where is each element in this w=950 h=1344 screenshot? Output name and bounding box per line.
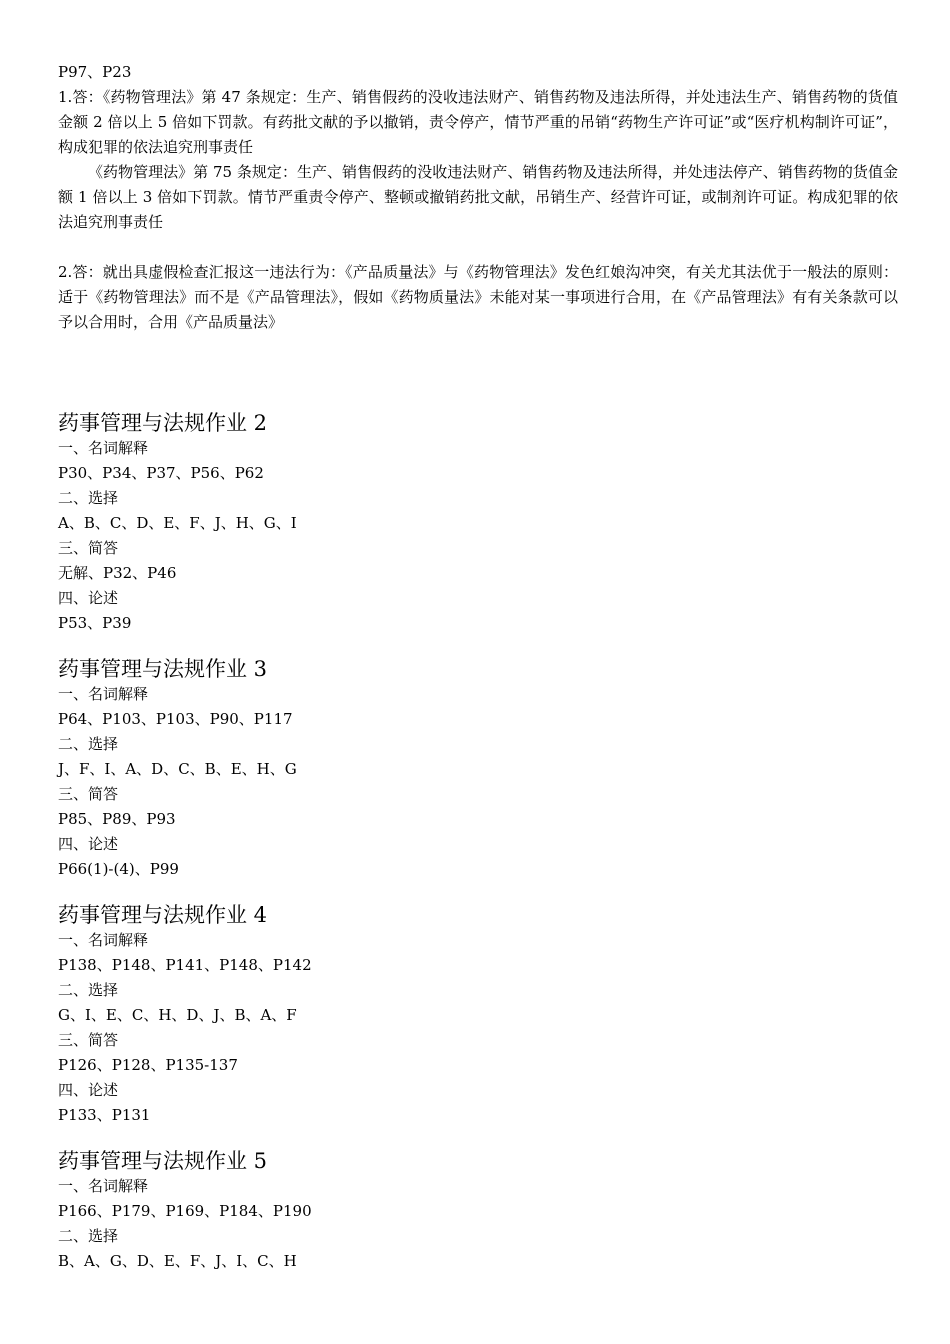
subsection-label: 四、论述	[58, 835, 119, 853]
subsection-value: J、F、I、A、D、C、B、E、H、G	[58, 760, 297, 778]
assignment-section-5	[58, 1148, 898, 1274]
answer-2-paragraph: 2.答：就出具虚假检查汇报这一违法行为：《产品质量法》与《药物管理法》发色红娘沟冲突，有关尤其法优于一般法的原则：适于《药物管理法》而不是《产品管理法》，假如《药物质量法》未能对某一事项进行合用，在《产品管理法》有有关条款可以予以合用时，合用《产品质量法》	[58, 263, 898, 331]
subsection-value: P133、P131	[58, 1106, 151, 1124]
subsection-label: 二、选择	[58, 1227, 119, 1245]
section-title: 药事管理与法规作业 3	[58, 657, 268, 681]
subsection-value: P66(1)-(4)、P99	[58, 860, 179, 878]
subsection-value: P126、P128、P135-137	[58, 1056, 238, 1074]
subsection-label: 三、简答	[58, 785, 119, 803]
subsection-label: 四、论述	[58, 589, 119, 607]
subsection-value: P30、P34、P37、P56、P62	[58, 464, 264, 482]
subsection-value: 无解、P32、P46	[58, 564, 177, 582]
subsection-label: 一、名词解释	[58, 1177, 149, 1195]
section-title: 药事管理与法规作业 4	[58, 903, 268, 927]
subsection-label: 二、选择	[58, 489, 119, 507]
section-title: 药事管理与法规作业 2	[58, 411, 268, 435]
subsection-label: 三、简答	[58, 539, 119, 557]
subsection-value: A、B、C、D、E、F、J、H、G、I	[58, 514, 297, 532]
subsection-label: 一、名词解释	[58, 931, 149, 949]
section-title: 药事管理与法规作业 5	[58, 1149, 268, 1173]
subsection-value: P64、P103、P103、P90、P117	[58, 710, 293, 728]
document-page	[58, 60, 898, 1274]
spacer	[58, 335, 898, 410]
answer-1-paragraph: 1.答：《药物管理法》第 47 条规定：生产、销售假药的没收违法财产、销售药物及违法所得，并处违法生产、销售药物的货值金额 2 倍以上 5 倍如下罚款。有药批文献的予以撤销，责令停产，情节严重的吊销“药物生产许可证”或“医疗机构制许可证”，构成犯罪的依法追究刑事责任	[58, 88, 898, 156]
subsection-value: P138、P148、P141、P148、P142	[58, 956, 312, 974]
subsection-label: 一、名词解释	[58, 439, 149, 457]
subsection-label: 三、简答	[58, 1031, 119, 1049]
spacer	[58, 235, 898, 260]
answer-1-paragraph-2: 《药物管理法》第 75 条规定：生产、销售假药的没收违法财产、销售药物及违法所得，并处违法停产、销售药物的货值金额 1 倍以上 3 倍如下罚款。情节严重责令停产、整顿或撤销药批文献，吊销生产、经营许可证，或制剂许可证。构成犯罪的依法追究刑事责任	[58, 163, 898, 231]
subsection-label: 二、选择	[58, 981, 119, 999]
assignment-section-3	[58, 656, 898, 882]
subsection-value: P85、P89、P93	[58, 810, 176, 828]
subsection-value: G、I、E、C、H、D、J、B、A、F	[58, 1006, 297, 1024]
subsection-value: P53、P39	[58, 614, 132, 632]
assignment-section-2	[58, 410, 898, 636]
intro-refs: P97、P23	[58, 63, 132, 81]
subsection-value: B、A、G、D、E、F、J、I、C、H	[58, 1252, 297, 1270]
subsection-label: 四、论述	[58, 1081, 119, 1099]
assignment-section-4	[58, 902, 898, 1128]
subsection-label: 二、选择	[58, 735, 119, 753]
subsection-label: 一、名词解释	[58, 685, 149, 703]
subsection-value: P166、P179、P169、P184、P190	[58, 1202, 312, 1220]
